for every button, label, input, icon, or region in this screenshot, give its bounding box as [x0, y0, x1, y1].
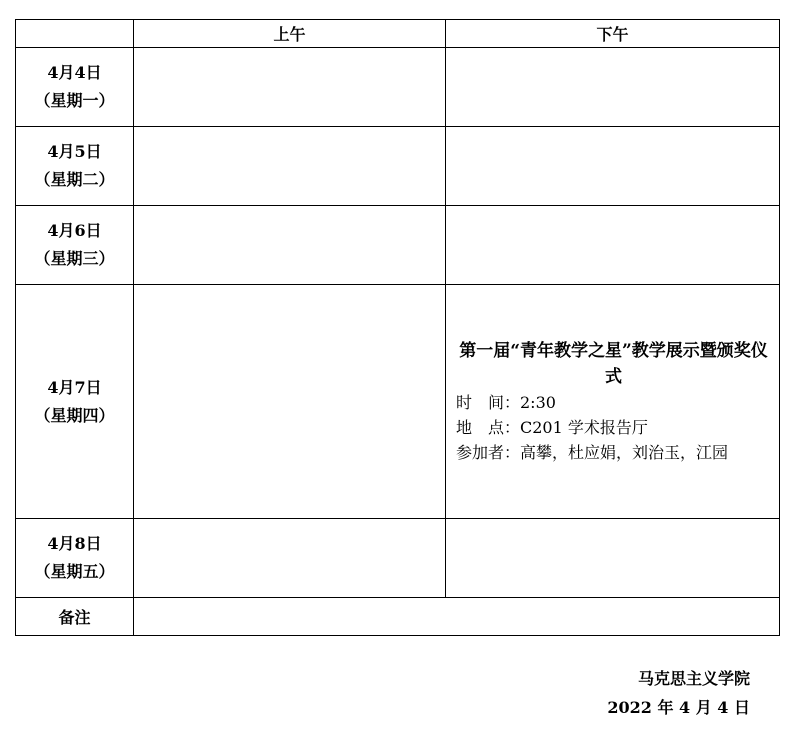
afternoon-cell [446, 48, 780, 127]
table-row [16, 285, 780, 519]
morning-cell [134, 127, 446, 206]
weekday-label: （星期五） [34, 562, 115, 581]
issuing-organization: 马克思主义学院 [637, 669, 750, 688]
afternoon-cell [446, 127, 780, 206]
date-label: 4月6日 [47, 221, 102, 240]
issue-date: 2022 年 4 月 4 日 [607, 698, 750, 717]
header-row [16, 20, 780, 48]
morning-cell [134, 519, 446, 598]
date-cell [16, 127, 134, 206]
header-afternoon: 下午 [446, 20, 780, 48]
date-cell [16, 206, 134, 285]
afternoon-event-cell [446, 285, 780, 519]
morning-cell [134, 48, 446, 127]
note-row [16, 598, 780, 636]
date-label: 4月4日 [47, 63, 102, 82]
event-time: 时 间：2:30 [456, 393, 556, 412]
weekday-label: （星期四） [34, 405, 115, 425]
afternoon-cell [446, 206, 780, 285]
table-row [16, 127, 780, 206]
event-title: 第一届“青年教学之星”教学展示暨颁奖仪式 [459, 341, 768, 387]
event-place: 地 点：C201 学术报告厅 [456, 418, 648, 437]
event-participants: 参加者：高攀，杜应娟，刘治玉，江园 [456, 443, 729, 462]
date-cell [16, 48, 134, 127]
schedule-table [15, 19, 780, 636]
table-row [16, 519, 780, 598]
date-cell [16, 519, 134, 598]
date-cell [16, 285, 134, 519]
header-morning: 上午 [134, 20, 446, 48]
afternoon-cell [446, 519, 780, 598]
weekday-label: （星期三） [34, 249, 115, 268]
table-row [16, 206, 780, 285]
table-row [16, 48, 780, 127]
weekday-label: （星期一） [34, 91, 115, 110]
morning-cell [134, 206, 446, 285]
date-label: 4月7日 [47, 377, 102, 397]
header-date-cell [16, 20, 134, 48]
note-value [134, 598, 780, 636]
weekday-label: （星期二） [34, 170, 115, 189]
morning-cell [134, 285, 446, 519]
date-label: 4月5日 [47, 142, 102, 161]
note-label: 备注 [16, 598, 134, 636]
date-label: 4月8日 [47, 534, 102, 553]
